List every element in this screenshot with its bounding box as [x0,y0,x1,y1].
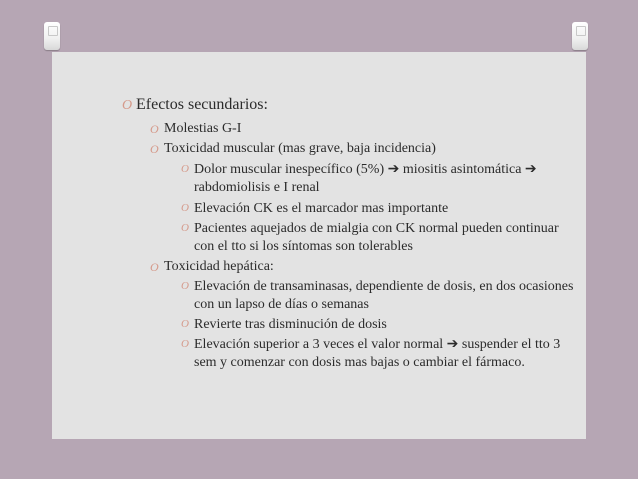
bullet-marker: O [122,98,133,113]
bullet-marker: O [150,260,159,274]
bullet-text: Toxicidad hepática: [164,259,274,274]
bullet-pacientes [181,220,578,256]
pin-decoration-right [572,22,588,50]
bullet-marker: O [181,202,189,214]
bullet-dolor [181,161,578,197]
bullet-efectos [122,96,268,114]
bullet-marker: O [181,338,189,350]
bullet-elevacion-ck [181,200,578,218]
bullet-text: Revierte tras disminución de dosis [194,317,387,332]
bullet-text: Dolor muscular inespecífico (5%) ➔ miositis asintomática ➔ rabdomiolisis e I renal [194,162,537,195]
slide-content-panel [52,52,586,439]
bullet-text: Elevación de transaminasas, dependiente de dosis, en dos ocasiones con un lapso de días o semanas [194,279,574,312]
bullet-marker: O [150,122,159,136]
bullet-elevacion-superior [181,336,578,372]
bullet-marker: O [150,142,159,156]
bullet-text: Elevación CK es el marcador mas importante [194,201,449,216]
bullet-marker: O [181,318,189,330]
bullet-marker: O [181,163,189,175]
bullet-text: Toxicidad muscular (mas grave, baja incidencia) [164,141,436,156]
bullet-molestias [150,120,241,138]
bullet-marker: O [181,280,189,292]
bullet-toxicidad-muscular [150,140,436,158]
bullet-transaminasas [181,278,578,314]
bullet-text: Pacientes aquejados de mialgia con CK normal pueden continuar con el tto si los síntomas son tolerables [194,221,559,254]
bullet-revierte [181,316,578,334]
bullet-text: Molestias G-I [164,121,242,136]
bullet-marker: O [181,222,189,234]
bullet-text: Elevación superior a 3 veces el valor normal ➔ suspender el tto 3 sem y comenzar con dosis mas bajas o cambiar el fármaco. [194,337,561,370]
pin-decoration-left [44,22,60,50]
bullet-text: Efectos secundarios: [136,96,268,113]
bullet-toxicidad-hepatica [150,258,274,276]
